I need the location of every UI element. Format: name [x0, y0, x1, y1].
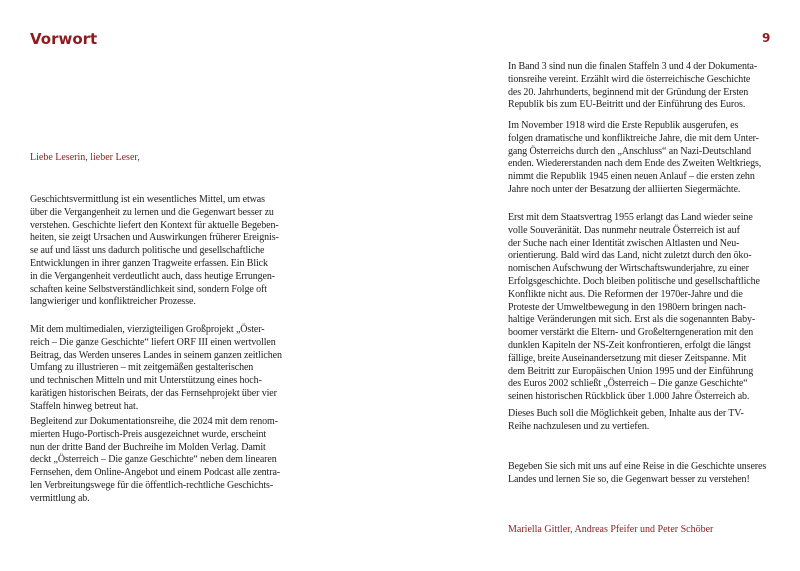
text-line: folgen dramatische und konfliktreiche Jahre, die mit dem Unter- [508, 132, 759, 144]
greeting: Liebe Leserin, lieber Leser, [30, 152, 140, 163]
page-number: 9 [762, 31, 771, 45]
text-line: tionsreihe vereint. Erzählt wird die österreichische Geschichte [508, 73, 751, 85]
text-line: Reihe nachzulesen und zu vertiefen. [508, 420, 650, 432]
text-line: Umfang zu illustrieren – mit zeitgemäßen gestalterischen [30, 362, 254, 374]
text-line: Im November 1918 wird die Erste Republik ausgerufen, es [508, 120, 739, 131]
text-line: und technischen Mitteln und mit Unterstützung eines hoch- [30, 375, 262, 387]
text-line: volle Souveränität. Das nunmehr neutrale Österreich ist auf [508, 224, 740, 236]
text-line: vermittlung ab. [30, 492, 90, 504]
paragraph [508, 212, 760, 404]
text-line: über die Vergangenheit zu lernen und die Gegenwart besser zu [30, 206, 274, 218]
paragraph [30, 324, 282, 414]
text-line: der Suche nach einer Identität zwischen Altlasten und Neu- [508, 237, 740, 249]
text-line: Mit dem multimedialen, vierzigteiligen Großprojekt „Öster- [30, 324, 265, 335]
text-line: Fernsehen, dem Online-Angebot und einem Podcast alle zentra- [30, 467, 281, 479]
text-line: Republik bis zum EU-Beitritt und der Einführung des Euros. [508, 99, 746, 111]
text-line: In Band 3 sind nun die finalen Staffeln 3 und 4 der Dokumenta- [508, 61, 758, 72]
text-line: langwieriger und konfliktreicher Prozesse. [30, 296, 196, 308]
text-line: verstehen. Geschichte liefert den Kontext für aktuelle Begeben- [30, 219, 279, 231]
text-line: des Euros 2002 schließt „Österreich – Die ganze Geschichte“ [508, 378, 748, 390]
text-line: len Verbreitungswege für die öffentlich-rechtliche Geschichts- [30, 479, 274, 491]
text-line: in die Vergangenheit verdeutlicht auch, dass heutige Errungen- [30, 270, 276, 282]
text-line: orientierung. Bald wird das Land, nicht zuletzt durch den öko- [508, 250, 752, 262]
text-line: Konflikte nicht aus. Die Reformen der 1970er-Jahre und die [508, 288, 743, 300]
text-line: Erst mit dem Staatsvertrag 1955 erlangt das Land wieder seine [508, 212, 753, 223]
text-line: Staffeln hinweg betreut hat. [30, 400, 139, 412]
text-line: gang Österreichs durch den „Anschluss“ an Nazi-Deutschland [508, 145, 752, 157]
paragraph [508, 61, 757, 112]
text-line: schaften keine Selbstverständlichkeit sind, sondern Folge oft [30, 283, 267, 295]
paragraph [508, 120, 761, 197]
text-line: fällige, breite Auseinandersetzung mit dieser Zeitspanne. Mit [508, 352, 747, 364]
text-line: heiten, sie zeigt Ursachen und Auswirkungen früherer Ereignis- [30, 232, 279, 244]
text-line: se auf und lässt uns dadurch politische und gesellschaftliche [30, 245, 265, 257]
text-line: reich – Die ganze Geschichte“ liefert ORF III einen wertvollen [30, 336, 276, 348]
text-line: des 20. Jahrhunderts, beginnend mit der Gründung der Ersten [508, 86, 749, 98]
text-line: Beitrag, das Werden unseres Landes in seinem ganzen zeitlichen [30, 349, 282, 361]
text-line: seinen historischen Rückblick über 1.000 Jahre Österreich ab. [508, 391, 750, 403]
text-line: Dieses Buch soll die Möglichkeit geben, Inhalte aus der TV- [508, 408, 744, 419]
paragraph [30, 194, 279, 309]
left-column [30, 0, 330, 571]
text-line: nun der dritte Band der Buchreihe im Molden Verlag. Damit [30, 441, 266, 453]
page-title: Vorwort [30, 30, 98, 48]
text-line: deckt „Österreich – Die ganze Geschichte“ neben dem linearen [30, 454, 277, 466]
text-line: mierten Hugo-Portisch-Preis ausgezeichnet wurde, erscheint [30, 428, 267, 440]
paragraph [30, 416, 280, 506]
text-line: Proteste der Umweltbewegung in den 1980ern bringen nach- [508, 301, 746, 313]
paragraph [508, 461, 766, 487]
text-line: Landes und lernen Sie so, die Gegenwart besser zu verstehen! [508, 473, 750, 485]
text-line: Begleitend zur Dokumentationsreihe, die 2024 mit dem renom- [30, 416, 278, 427]
text-line: Erfolgsgeschichte. Doch bleiben politische und gesellschaftliche [508, 275, 760, 287]
text-line: boomer verstärkt die Eltern- und Großelterngeneration mit den [508, 327, 754, 339]
text-line: nomischen Aufschwung der Wirtschaftswunderjahre, zu einer [508, 263, 749, 275]
text-line: Jahre noch unter der Besatzung der alliierten Siegermächte. [508, 183, 741, 195]
text-line: Entwicklungen in ihrer ganzen Tragweite erfassen. Ein Blick [30, 257, 268, 269]
paragraph [508, 408, 744, 434]
text-line: dunklen Kapiteln der NS-Zeit konfrontieren, erfolgt die längst [508, 339, 751, 351]
text-line: Geschichtsvermittlung ist ein wesentliches Mittel, um etwas [30, 194, 265, 205]
text-line: enden. Wiedererstanden nach dem Ende des Zweiten Weltkriegs, [508, 158, 762, 170]
text-line: Begeben Sie sich mit uns auf eine Reise in die Geschichte unseres [508, 461, 767, 472]
right-column [508, 0, 800, 571]
text-line: dem Beitritt zur Europäischen Union 1995 und der Einführung [508, 365, 754, 377]
text-line: karätigen historischen Beirats, der das Fernsehprojekt über vier [30, 387, 277, 399]
text-line: nimmt die Republik 1945 einen neuen Anlauf – die ersten zehn [508, 171, 755, 183]
signature: Mariella Gittler, Andreas Pfeifer und Peter Schöber [508, 524, 714, 535]
text-line: haltige Veränderungen mit sich. Erst als die sogenannten Baby- [508, 314, 756, 326]
